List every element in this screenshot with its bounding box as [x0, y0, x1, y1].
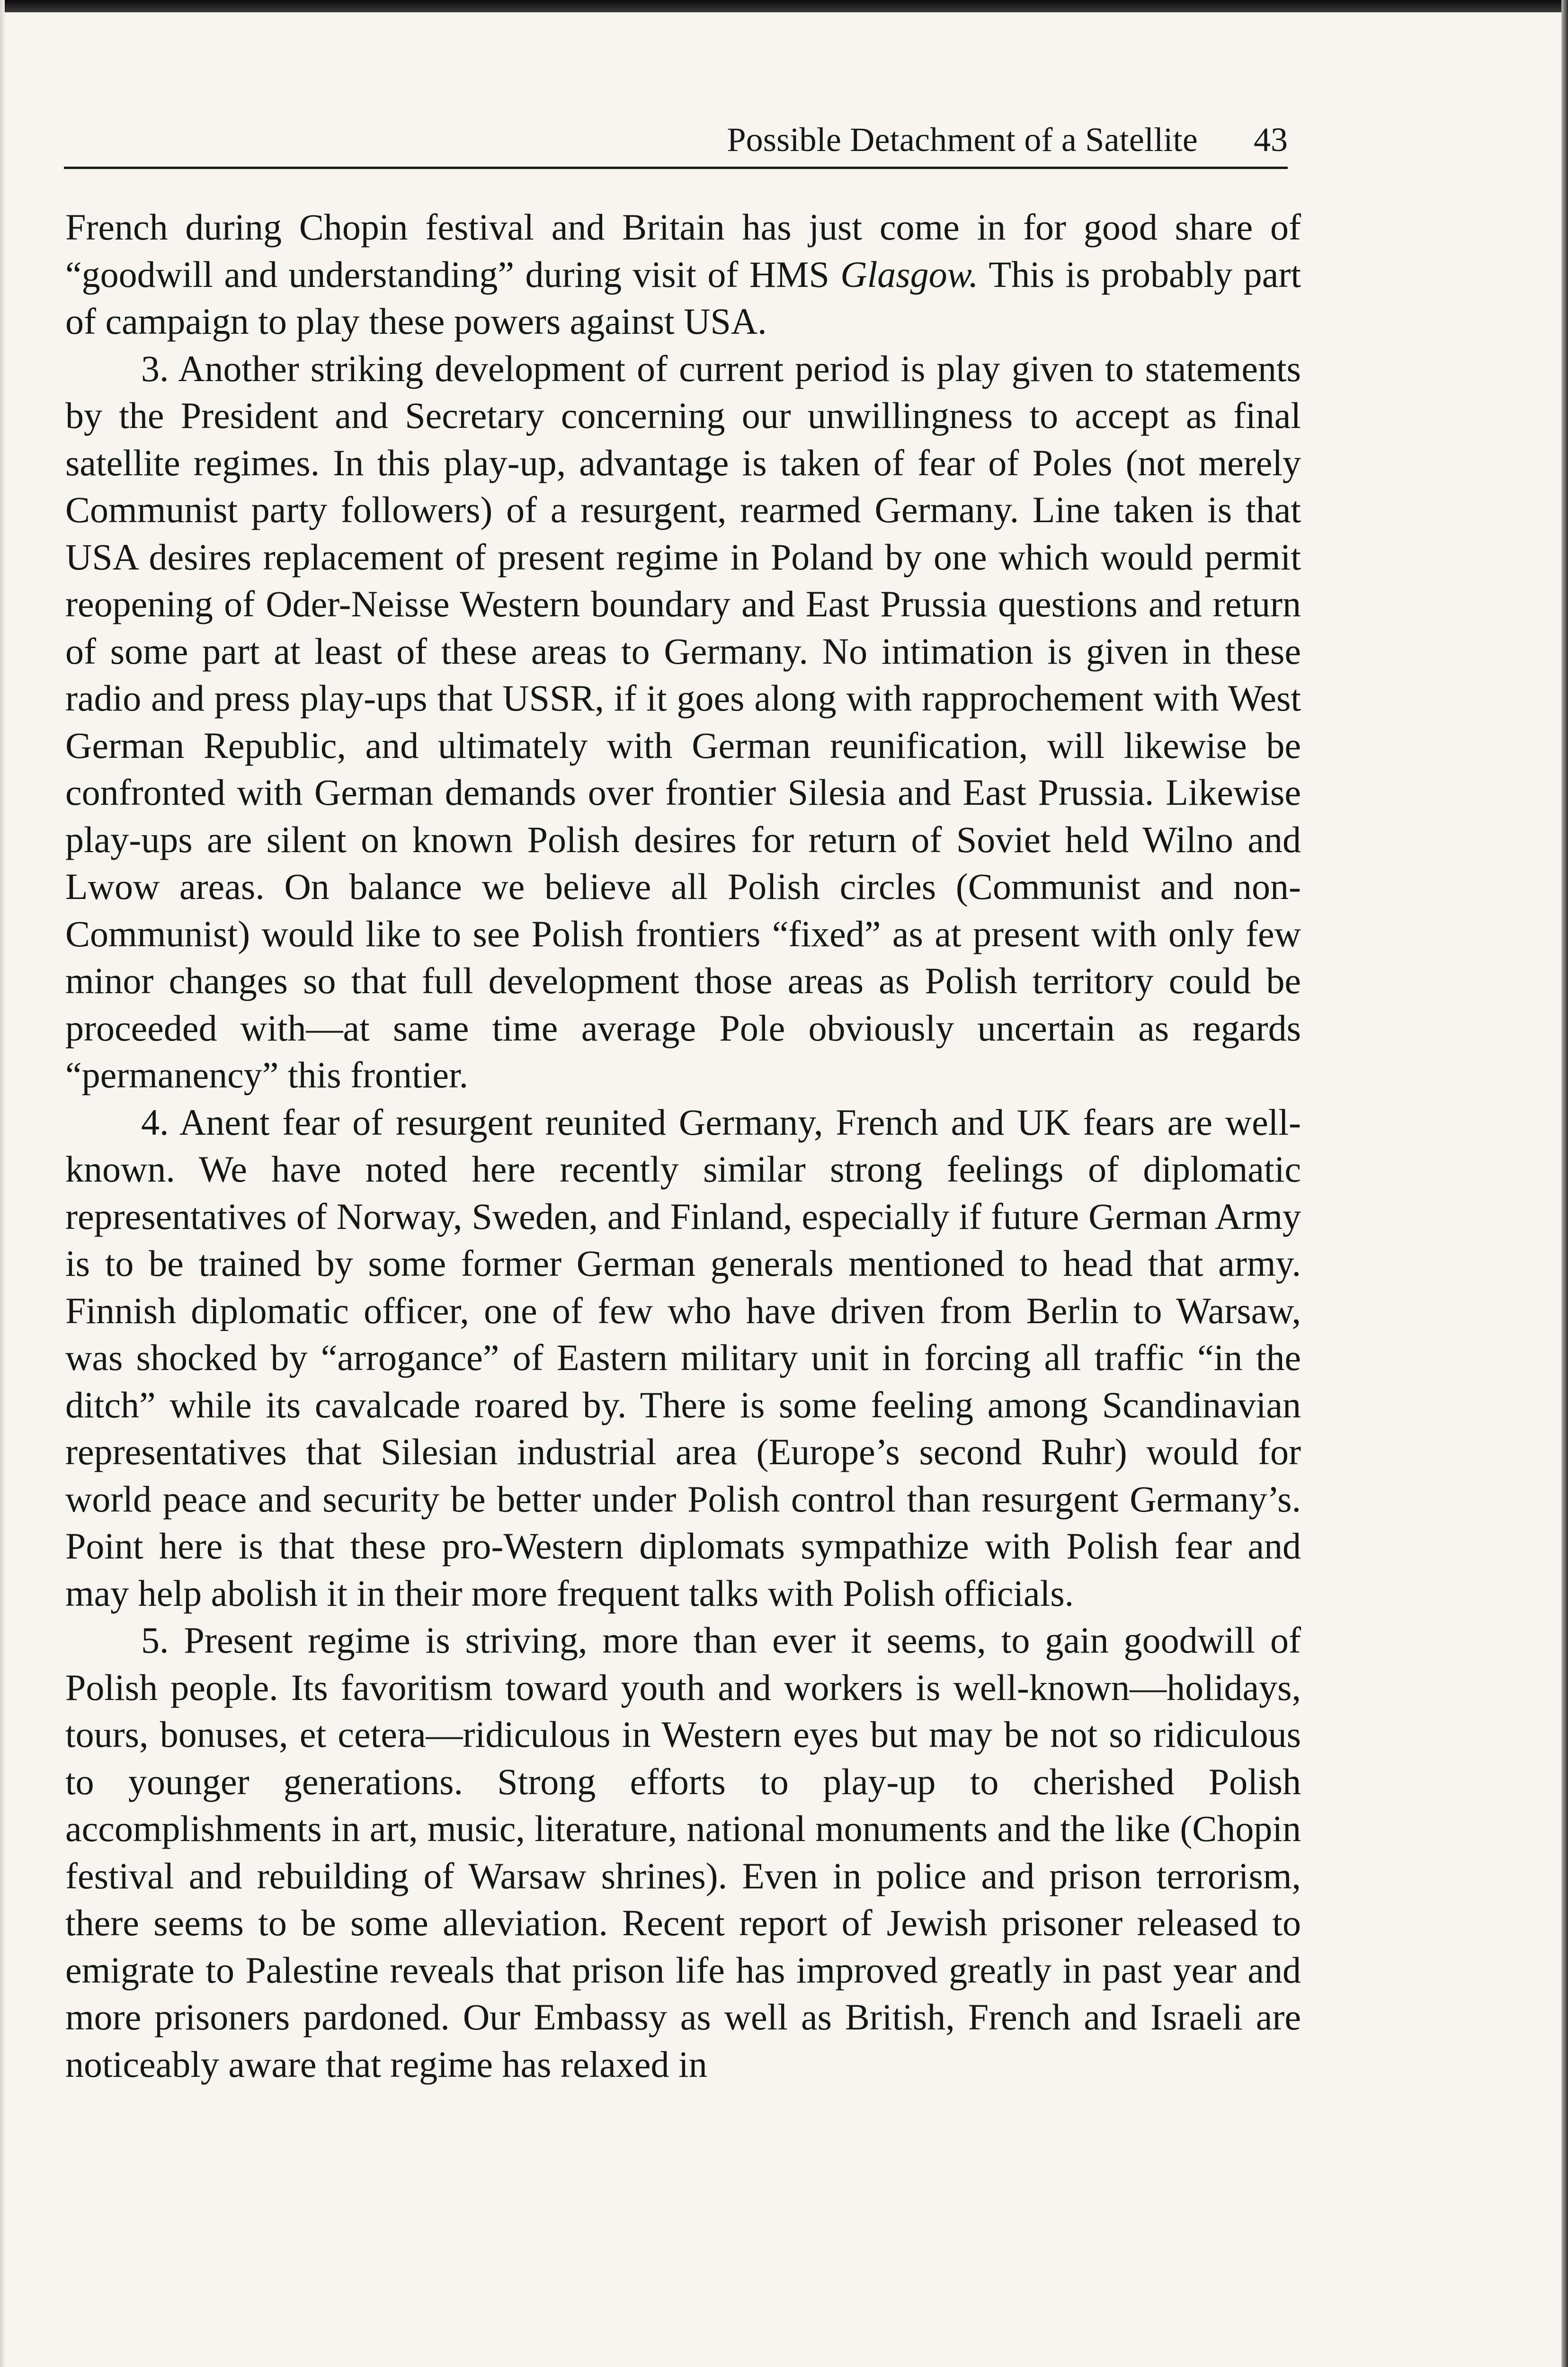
paragraph-continuation-text: French during Chopin festival and Britain has just come in for good share of “goodwill and understanding” during visit of HMS — [65, 206, 1301, 295]
paragraph-continuation-end: This is probably part of campaign to play these powers against USA. — [65, 253, 1301, 342]
paragraph-4: 4. Anent fear of resurgent reunited Germany, French and UK fears are well-known. We have noted here recently similar strong feelings of diplomatic representatives of Norway, Sweden, and Finland, especially if future German Army is to be trained by some former German generals mentioned to head that army. Finnish diplomatic officer, one of few who have driven from Berlin to Warsaw, was shocked by “arrogance” of Eastern military unit in forcing all traffic “in the ditch” while its cavalcade roared by. There is some feeling among Scandinavian representatives that Silesian industrial area (Europe’s second Ruhr) would for world peace and security be better under Polish control than resurgent Germany’s. Point here is that these pro-Western diplomats sympathize with Polish fear and may help abolish it in their more frequent talks with Polish officials. — [65, 1101, 1301, 1614]
ship-name: Glasgow. — [840, 253, 979, 295]
body-text — [65, 204, 1301, 2088]
page-left-edge — [0, 0, 5, 2367]
paragraph-continuation — [65, 204, 1301, 345]
paragraph-5: 5. Present regime is striving, more than ever it seems, to gain goodwill of Polish people. Its favoritism toward youth and workers is well-known—holidays, tours, bonuses, et cetera—ridiculous in Western eyes but may be not so ridiculous to younger generations. Strong efforts to play-up to cherished Polish accomplishments in art, music, literature, national monuments and the like (Chopin festival and rebuilding of Warsaw shrines). Even in police and prison terrorism, there seems to be some alleviation. Recent report of Jewish prisoner released to emigrate to Palestine reveals that prison life has improved greatly in past year and more prisoners pardoned. Our Embassy as well as British, French and Israeli are noticeably aware that regime has relaxed in — [65, 1620, 1301, 2085]
running-header — [64, 114, 1288, 166]
paragraph-3: 3. Another striking development of current period is play given to statements by the President and Secretary concerning our unwillingness to accept as final satellite regimes. In this play-up, advantage is taken of fear of Poles (not merely Communist party followers) of a resurgent, rearmed Germany. Line taken is that USA desires replacement of present regime in Poland by one which would permit reopening of Oder-Neisse Western boundary and East Prussia questions and return of some part at least of these areas to Germany. No intimation is given in these radio and press play-ups that USSR, if it goes along with rapprochement with West German Republic, and ultimately with German reunification, will likewise be confronted with German demands over frontier Silesia and East Prussia. Likewise play-ups are silent on known Polish desires for return of Soviet held Wilno and Lwow areas. On balance we believe all Polish circles (Communist and non-Communist) would like to see Polish frontiers “fixed” as at present with only few minor changes so that full development those areas as Polish territory could be proceeded with—at same time average Pole obviously uncertain as regards “permanency” this frontier. — [65, 347, 1301, 1095]
page-top-edge — [0, 0, 1568, 12]
running-header-title: Possible Detachment of a Satellite — [727, 121, 1198, 159]
page-number: 43 — [1254, 121, 1288, 159]
page-binding-edge — [1561, 0, 1568, 2367]
header-rule — [64, 167, 1288, 169]
